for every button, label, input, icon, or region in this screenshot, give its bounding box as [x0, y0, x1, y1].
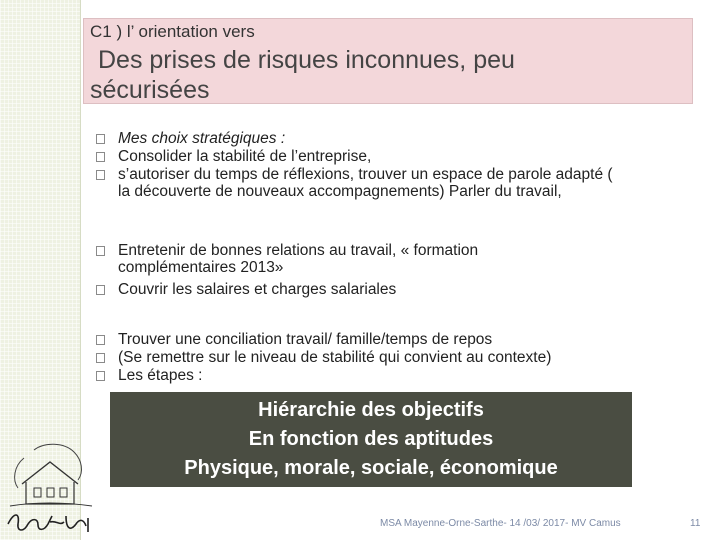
list-item-text: Consolider la stabilité de l’entreprise, [118, 148, 372, 165]
bullet-list-strategies [96, 130, 706, 201]
list-item-text: s’autoriser du temps de réflexions, trouver un espace de parole adapté ( [118, 166, 613, 183]
bullet-box-icon [96, 246, 105, 256]
list-item-text: Mes choix stratégiques : [118, 130, 286, 147]
banner-line-1: Hiérarchie des objectifs [258, 399, 484, 421]
bullet-list-balance [96, 331, 706, 385]
list-item [96, 281, 706, 298]
objectives-banner [110, 392, 632, 487]
list-item [96, 130, 706, 147]
list-item-text: Couvrir les salaires et charges salariales [118, 281, 397, 298]
bullet-box-icon [96, 371, 105, 381]
banner-line-2: En fonction des aptitudes [248, 428, 494, 450]
bullet-box-icon [96, 170, 105, 180]
slide-title-line2: sécurisées [90, 76, 210, 104]
bullet-box-icon [96, 285, 105, 295]
list-item-text: Les étapes : [118, 367, 203, 384]
list-item-text-continued: complémentaires 2013» [118, 259, 284, 276]
list-item-text: (Se remettre sur le niveau de stabilité qui convient au contexte) [118, 349, 552, 366]
banner-line-3: Physique, morale, sociale, économique [184, 457, 558, 479]
list-item-text: Trouver une conciliation travail/ famille/temps de repos [118, 331, 493, 348]
bullet-box-icon [96, 152, 105, 162]
slide-title-line1: Des prises de risques inconnues, peu [98, 46, 515, 74]
slide-footer: MSA Mayenne-Orne-Sarthe- 14 /03/ 2017- MV Camus [380, 518, 621, 529]
list-item [96, 367, 706, 384]
bullet-box-icon [96, 353, 105, 363]
slide-title [90, 45, 650, 105]
slide-subtitle: C1 ) l’ orientation vers [90, 22, 255, 41]
list-item-text-continued: la découverte de nouveaux accompagnements) Parler du travail, [118, 183, 562, 200]
list-item [96, 166, 706, 200]
bullet-box-icon [96, 134, 105, 144]
bullet-list-relations [96, 242, 706, 298]
list-item [96, 148, 706, 165]
list-item [96, 349, 706, 366]
toutlyfaut-house-logo-icon [4, 432, 96, 537]
title-box [83, 18, 693, 104]
page-number: 11 [690, 518, 701, 529]
list-item-text: Entretenir de bonnes relations au travail, « formation [118, 242, 479, 259]
list-item [96, 242, 706, 276]
list-item [96, 331, 706, 348]
bullet-box-icon [96, 335, 105, 345]
